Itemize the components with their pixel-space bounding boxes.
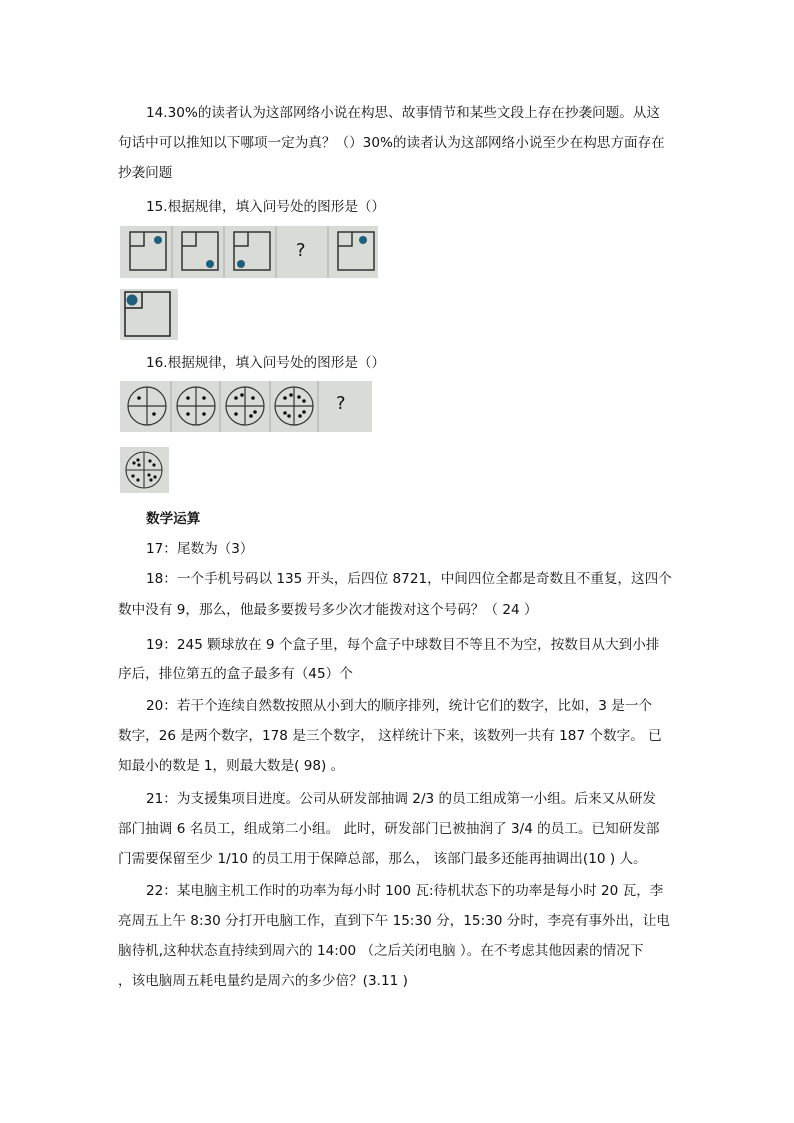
- q15-answer-figure: [120, 289, 178, 340]
- text-line: 句话中可以推知以下哪项一定为真？（）30%的读者认为这部网络小说至少在构思方面存在: [118, 135, 665, 151]
- text-line: 19：245 颗球放在 9 个盒子里，每个盒子中球数目不等且不为空，按数目从大到小排: [146, 637, 660, 653]
- question-mark: ?: [336, 393, 346, 414]
- text-line: ，该电脑周五耗电量约是周六的多少倍？(3.11 ): [118, 973, 408, 989]
- question-17: 17：尾数为（3）: [146, 541, 254, 557]
- text-line: 数中没有 9，那么，他最多要拨号多少次才能拨对这个号码？（ 24 ）: [118, 602, 538, 618]
- text-line: 18：一个手机号码以 135 开头，后四位 8721，中间四位全都是奇数且不重复，这四个: [146, 571, 672, 587]
- question-15: 15.根据规律，填入问号处的图形是（）: [146, 199, 386, 215]
- q16-answer-figure: [120, 447, 169, 493]
- text-line: 数字，26 是两个数字，178 是三个数字， 这样统计下来，该数列一共有 187 个数字。 已: [118, 728, 662, 744]
- text-line: 21：为支援集项目进度。公司从研发部抽调 2/3 的员工组成第一小组。后来又从研发: [146, 791, 657, 807]
- question-mark: ?: [296, 240, 306, 261]
- text-line: 22：某电脑主机工作时的功率为每小时 100 瓦:待机状态下的功率是每小时 20 瓦，李: [146, 883, 664, 899]
- q16-sequence-figure: [120, 381, 372, 432]
- text-line: 亮周五上午 8:30 分打开电脑工作，直到下午 15:30 分，15:30 分时，李亮有事外出，让电: [118, 913, 670, 929]
- text-line: 门需要保留至少 1/10 的员工用于保障总部，那么， 该部门最多还能再抽调出(10 ) 人。: [118, 851, 647, 867]
- text-line: 脑待机,这种状态直持续到周六的 14:00 （之后关闭电脑 ）。在不考虑其他因素的情况下: [118, 943, 644, 959]
- text-line: 序后，排位第五的盒子最多有（45）个: [118, 666, 353, 682]
- question-16: 16.根据规律，填入问号处的图形是（）: [146, 355, 386, 371]
- section-title: 数学运算: [146, 511, 201, 527]
- text-line: 20：若干个连续自然数按照从小到大的顺序排列，统计它们的数字，比如，3 是一个: [146, 698, 653, 714]
- q15-sequence-figure: [120, 226, 378, 278]
- text-line: 14.30%的读者认为这部网络小说在构思、故事情节和某些文段上存在抄袭问题。从这: [146, 105, 661, 121]
- text-line: 抄袭问题: [118, 165, 173, 181]
- text-line: 知最小的数是 1，则最大数是( 98) 。: [118, 758, 345, 774]
- text-line: 部门抽调 6 名员工，组成第二小组。 此时，研发部门已被抽润了 3/4 的员工。已知研发部: [118, 821, 660, 837]
